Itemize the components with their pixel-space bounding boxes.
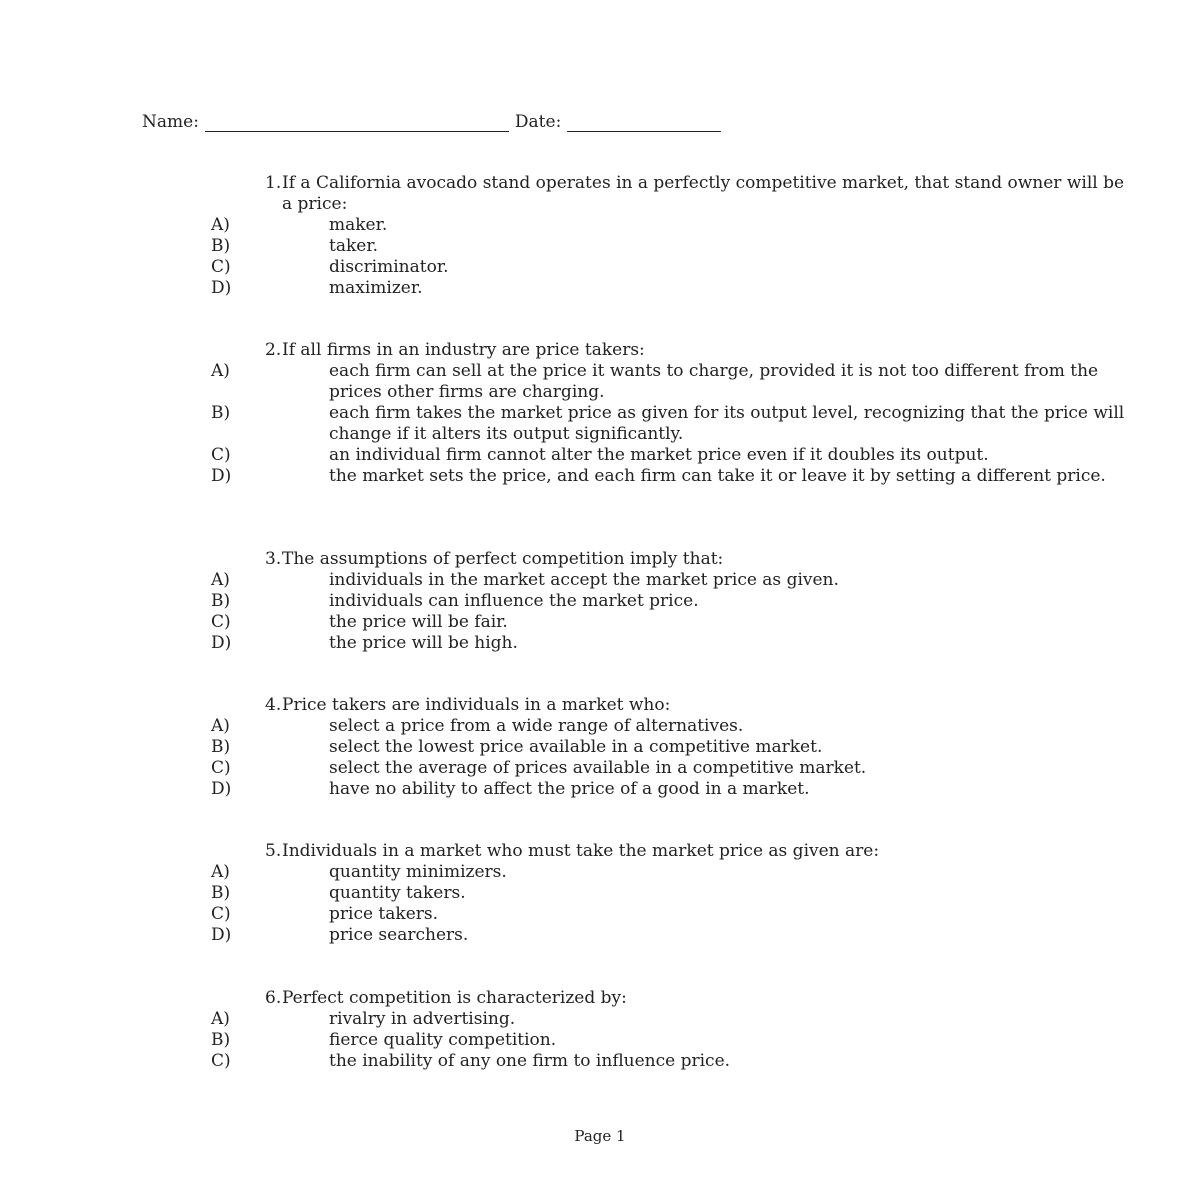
- name-label: Name:: [142, 112, 199, 132]
- question-4: [0, 695, 1200, 800]
- option-letter: A): [211, 862, 230, 882]
- option-letter: D): [211, 466, 232, 486]
- option-text: select the lowest price available in a competitive market.: [329, 737, 823, 757]
- question-stem: [265, 549, 1127, 570]
- answer-option: [0, 612, 1200, 633]
- option-letter: C): [211, 257, 231, 277]
- option-text: individuals in the market accept the market price as given.: [329, 570, 839, 590]
- option-letter: B): [211, 737, 231, 757]
- option-letter: B): [211, 403, 231, 423]
- option-letter: D): [211, 779, 232, 799]
- answer-option: [0, 466, 1200, 487]
- answer-option: [0, 862, 1200, 883]
- question-text: Price takers are individuals in a market who:: [282, 695, 671, 715]
- option-text: have no ability to affect the price of a good in a market.: [329, 779, 810, 799]
- option-text: individuals can influence the market price.: [329, 591, 699, 611]
- option-text: fierce quality competition.: [329, 1030, 557, 1050]
- option-letter: B): [211, 883, 231, 903]
- option-text: quantity takers.: [329, 883, 466, 903]
- option-text: each firm takes the market price as given for its output level, recognizing that the price will change if it alters its output significantly.: [329, 403, 1125, 444]
- question-stem: [265, 340, 1127, 361]
- answer-option: [0, 779, 1200, 800]
- answer-option: [0, 445, 1200, 466]
- option-text: rivalry in advertising.: [329, 1009, 516, 1029]
- option-text: maximizer.: [329, 278, 423, 298]
- option-letter: B): [211, 1030, 231, 1050]
- option-text: taker.: [329, 236, 378, 256]
- option-text: discriminator.: [329, 257, 449, 277]
- option-text: the market sets the price, and each firm can take it or leave it by setting a different price.: [329, 466, 1106, 486]
- answer-option: [0, 361, 1200, 403]
- answer-option: [0, 1030, 1200, 1051]
- option-text: quantity minimizers.: [329, 862, 507, 882]
- option-letter: C): [211, 445, 231, 465]
- option-text: price searchers.: [329, 925, 469, 945]
- option-letter: B): [211, 236, 231, 256]
- option-letter: D): [211, 633, 232, 653]
- answer-option: [0, 925, 1200, 946]
- option-letter: A): [211, 1009, 230, 1029]
- answer-option: [0, 737, 1200, 758]
- header-line: [142, 110, 727, 132]
- option-letter: A): [211, 716, 230, 736]
- question-text: Perfect competition is characterized by:: [282, 988, 627, 1008]
- answer-option: [0, 633, 1200, 654]
- option-letter: B): [211, 591, 231, 611]
- answer-option: [0, 570, 1200, 591]
- option-text: the price will be fair.: [329, 612, 508, 632]
- answer-option: [0, 278, 1200, 299]
- option-letter: C): [211, 1051, 231, 1071]
- option-letter: A): [211, 361, 230, 381]
- question-3: [0, 549, 1200, 654]
- answer-option: [0, 403, 1200, 445]
- answer-option: [0, 883, 1200, 904]
- question-text: Individuals in a market who must take the market price as given are:: [282, 841, 880, 861]
- option-text: maker.: [329, 215, 388, 235]
- option-letter: D): [211, 278, 232, 298]
- answer-option: [0, 758, 1200, 779]
- option-text: each firm can sell at the price it wants to charge, provided it is not too different from the prices other firms are charging.: [329, 361, 1099, 402]
- option-text: price takers.: [329, 904, 439, 924]
- question-number: 2.: [265, 340, 282, 360]
- answer-option: [0, 1051, 1200, 1072]
- answer-option: [0, 236, 1200, 257]
- question-stem: [265, 695, 1127, 716]
- question-number: 5.: [265, 841, 282, 861]
- option-text: an individual firm cannot alter the market price even if it doubles its output.: [329, 445, 989, 465]
- question-text: If a California avocado stand operates in a perfectly competitive market, that stand owner will be a price:: [282, 173, 1125, 214]
- question-number: 1.: [265, 173, 282, 193]
- answer-option: [0, 215, 1200, 236]
- option-letter: A): [211, 215, 230, 235]
- option-text: select the average of prices available in a competitive market.: [329, 758, 867, 778]
- question-stem: [265, 988, 1127, 1009]
- answer-option: [0, 257, 1200, 278]
- answer-option: [0, 716, 1200, 737]
- date-label: Date:: [514, 112, 562, 132]
- question-stem: [265, 841, 1127, 862]
- question-number: 3.: [265, 549, 282, 569]
- question-6: [0, 988, 1200, 1072]
- question-text: The assumptions of perfect competition imply that:: [282, 549, 724, 569]
- option-letter: C): [211, 758, 231, 778]
- option-text: the inability of any one firm to influence price.: [329, 1051, 731, 1071]
- name-blank-line: [205, 115, 509, 132]
- question-1: [0, 173, 1200, 299]
- question-5: [0, 841, 1200, 946]
- option-letter: D): [211, 925, 232, 945]
- page-number: Page 1: [574, 1127, 626, 1145]
- option-letter: C): [211, 904, 231, 924]
- question-stem: [265, 173, 1127, 215]
- question-number: 4.: [265, 695, 282, 715]
- option-text: select a price from a wide range of alternatives.: [329, 716, 744, 736]
- question-number: 6.: [265, 988, 282, 1008]
- question-text: If all firms in an industry are price takers:: [282, 340, 645, 360]
- question-2: [0, 340, 1200, 487]
- option-letter: C): [211, 612, 231, 632]
- option-letter: A): [211, 570, 230, 590]
- date-blank-line: [567, 115, 721, 132]
- answer-option: [0, 1009, 1200, 1030]
- option-text: the price will be high.: [329, 633, 518, 653]
- answer-option: [0, 591, 1200, 612]
- answer-option: [0, 904, 1200, 925]
